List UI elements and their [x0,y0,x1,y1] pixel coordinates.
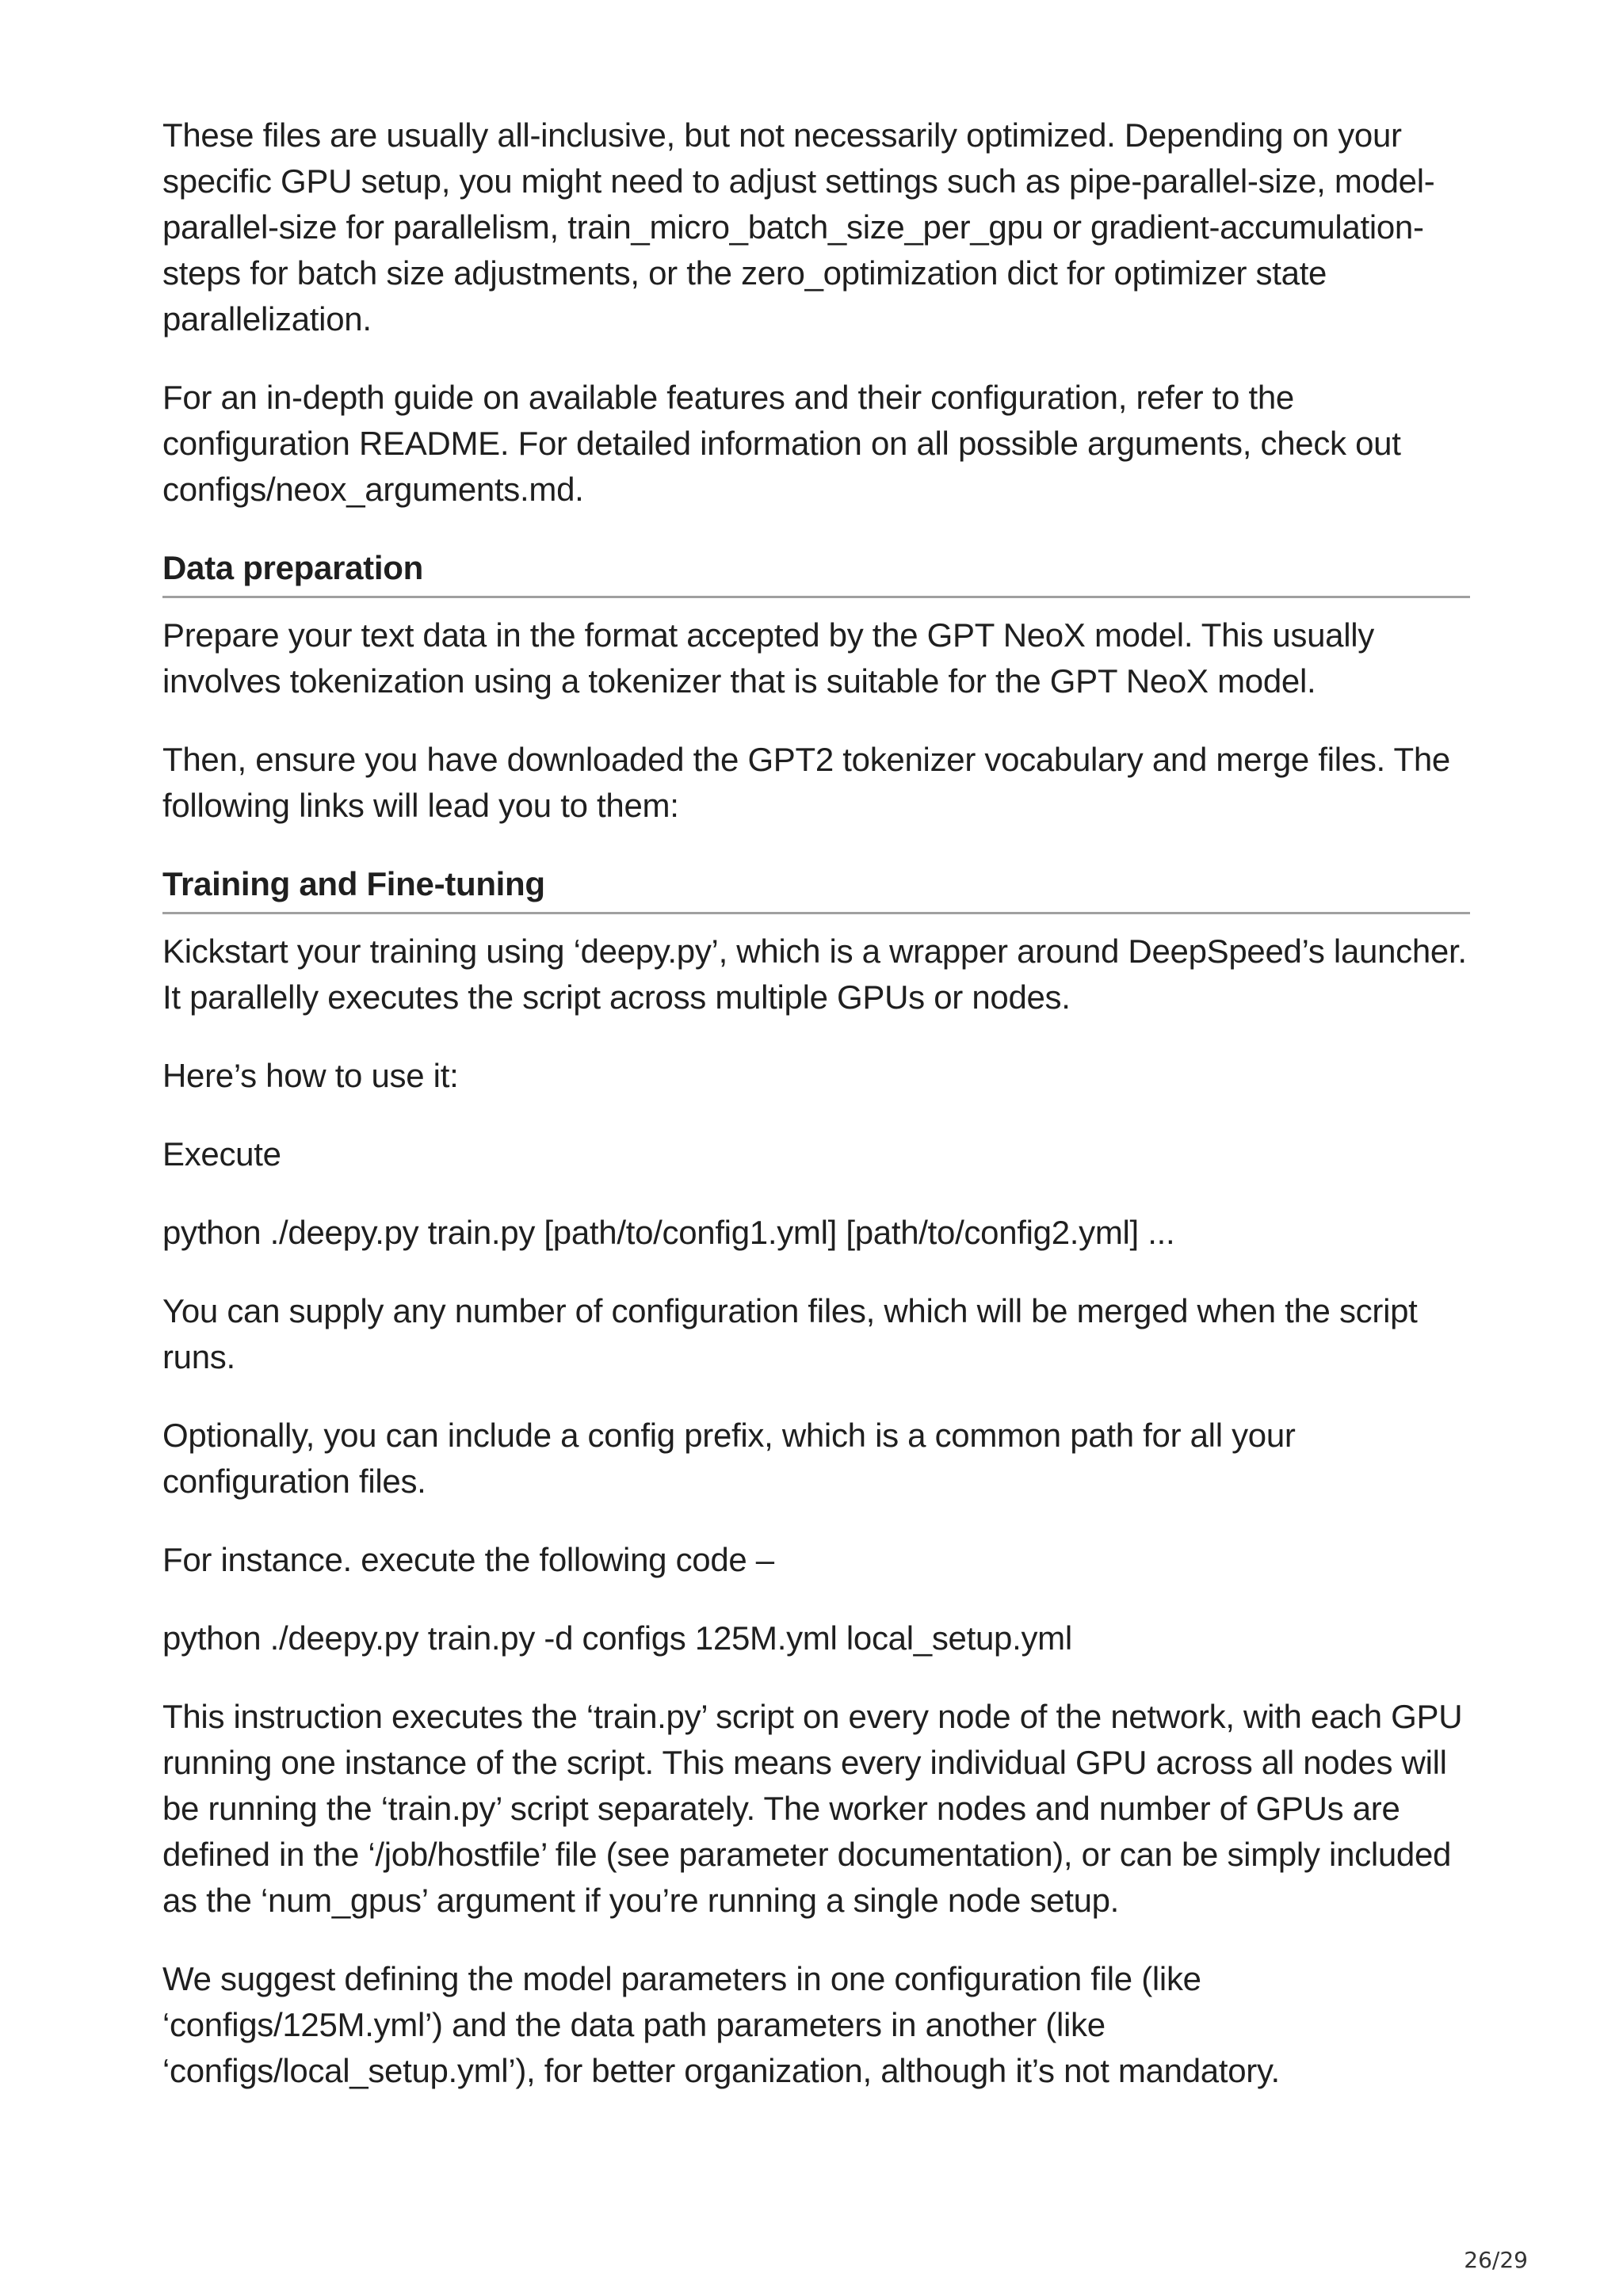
page-number: 26/29 [1464,2247,1528,2273]
paragraph-how-to-use: Here’s how to use it: [162,1057,459,1094]
paragraph-configuration-readme: For an in-depth guide on available features and their configuration, refer to the configuration README. For detailed information on all possible arguments, check out configs/neox_arguments.md. [162,379,1401,508]
paragraph-suggestion: We suggest defining the model parameters in one configuration file (like ‘configs/125M.yml’) and the data path parameters in another (like ‘configs/local_setup.yml’), for better organization, although it’s not mandatory. [162,1960,1280,2089]
command-deepy-configs: python ./deepy.py train.py [path/to/config1.yml] [path/to/config2.yml] ... [162,1214,1175,1251]
paragraph-tokenizer-files: Then, ensure you have downloaded the GPT2 tokenizer vocabulary and merge files. The following links will lead you to them: [162,741,1450,824]
paragraph-kickstart-training: Kickstart your training using ‘deepy.py’, which is a wrapper around DeepSpeed’s launcher. It parallelly executes the script across multiple GPUs or nodes. [162,933,1467,1016]
paragraph-optimization-note: These files are usually all-inclusive, but not necessarily optimized. Depending on your specific GPU setup, you might need to adjust settings such as pipe-parallel-size, model-parallel-size for parallelism, train_micro_batch_size_per_gpu or gradient-accumulation-steps for batch size adjustments, or the zero_optimization dict for optimizer state parallelization. [162,116,1435,338]
paragraph-instruction-explanation: This instruction executes the ‘train.py’ script on every node of the network, with each GPU running one instance of the script. This means every individual GPU across all nodes will be running the ‘train.py’ script separately. The worker nodes and number of GPUs are defined in the ‘/job/hostfile’ file (see parameter documentation), or can be simply included as the ‘num_gpus’ argument if you’re running a single node setup. [162,1698,1463,1919]
paragraph-for-instance: For instance. execute the following code – [162,1541,774,1578]
paragraph-supply-configs: You can supply any number of configuration files, which will be merged when the script runs. [162,1292,1418,1375]
heading-data-preparation: Data preparation [162,545,1470,598]
paragraph-execute: Execute [162,1135,281,1173]
command-deepy-prefix: python ./deepy.py train.py -d configs 125M.yml local_setup.yml [162,1619,1072,1657]
paragraph-prepare-text-data: Prepare your text data in the format accepted by the GPT NeoX model. This usually involves tokenization using a tokenizer that is suitable for the GPT NeoX model. [162,616,1374,700]
heading-training-fine-tuning: Training and Fine-tuning [162,861,1470,914]
document-body [162,113,1470,2126]
paragraph-config-prefix: Optionally, you can include a config prefix, which is a common path for all your configuration files. [162,1417,1296,1500]
